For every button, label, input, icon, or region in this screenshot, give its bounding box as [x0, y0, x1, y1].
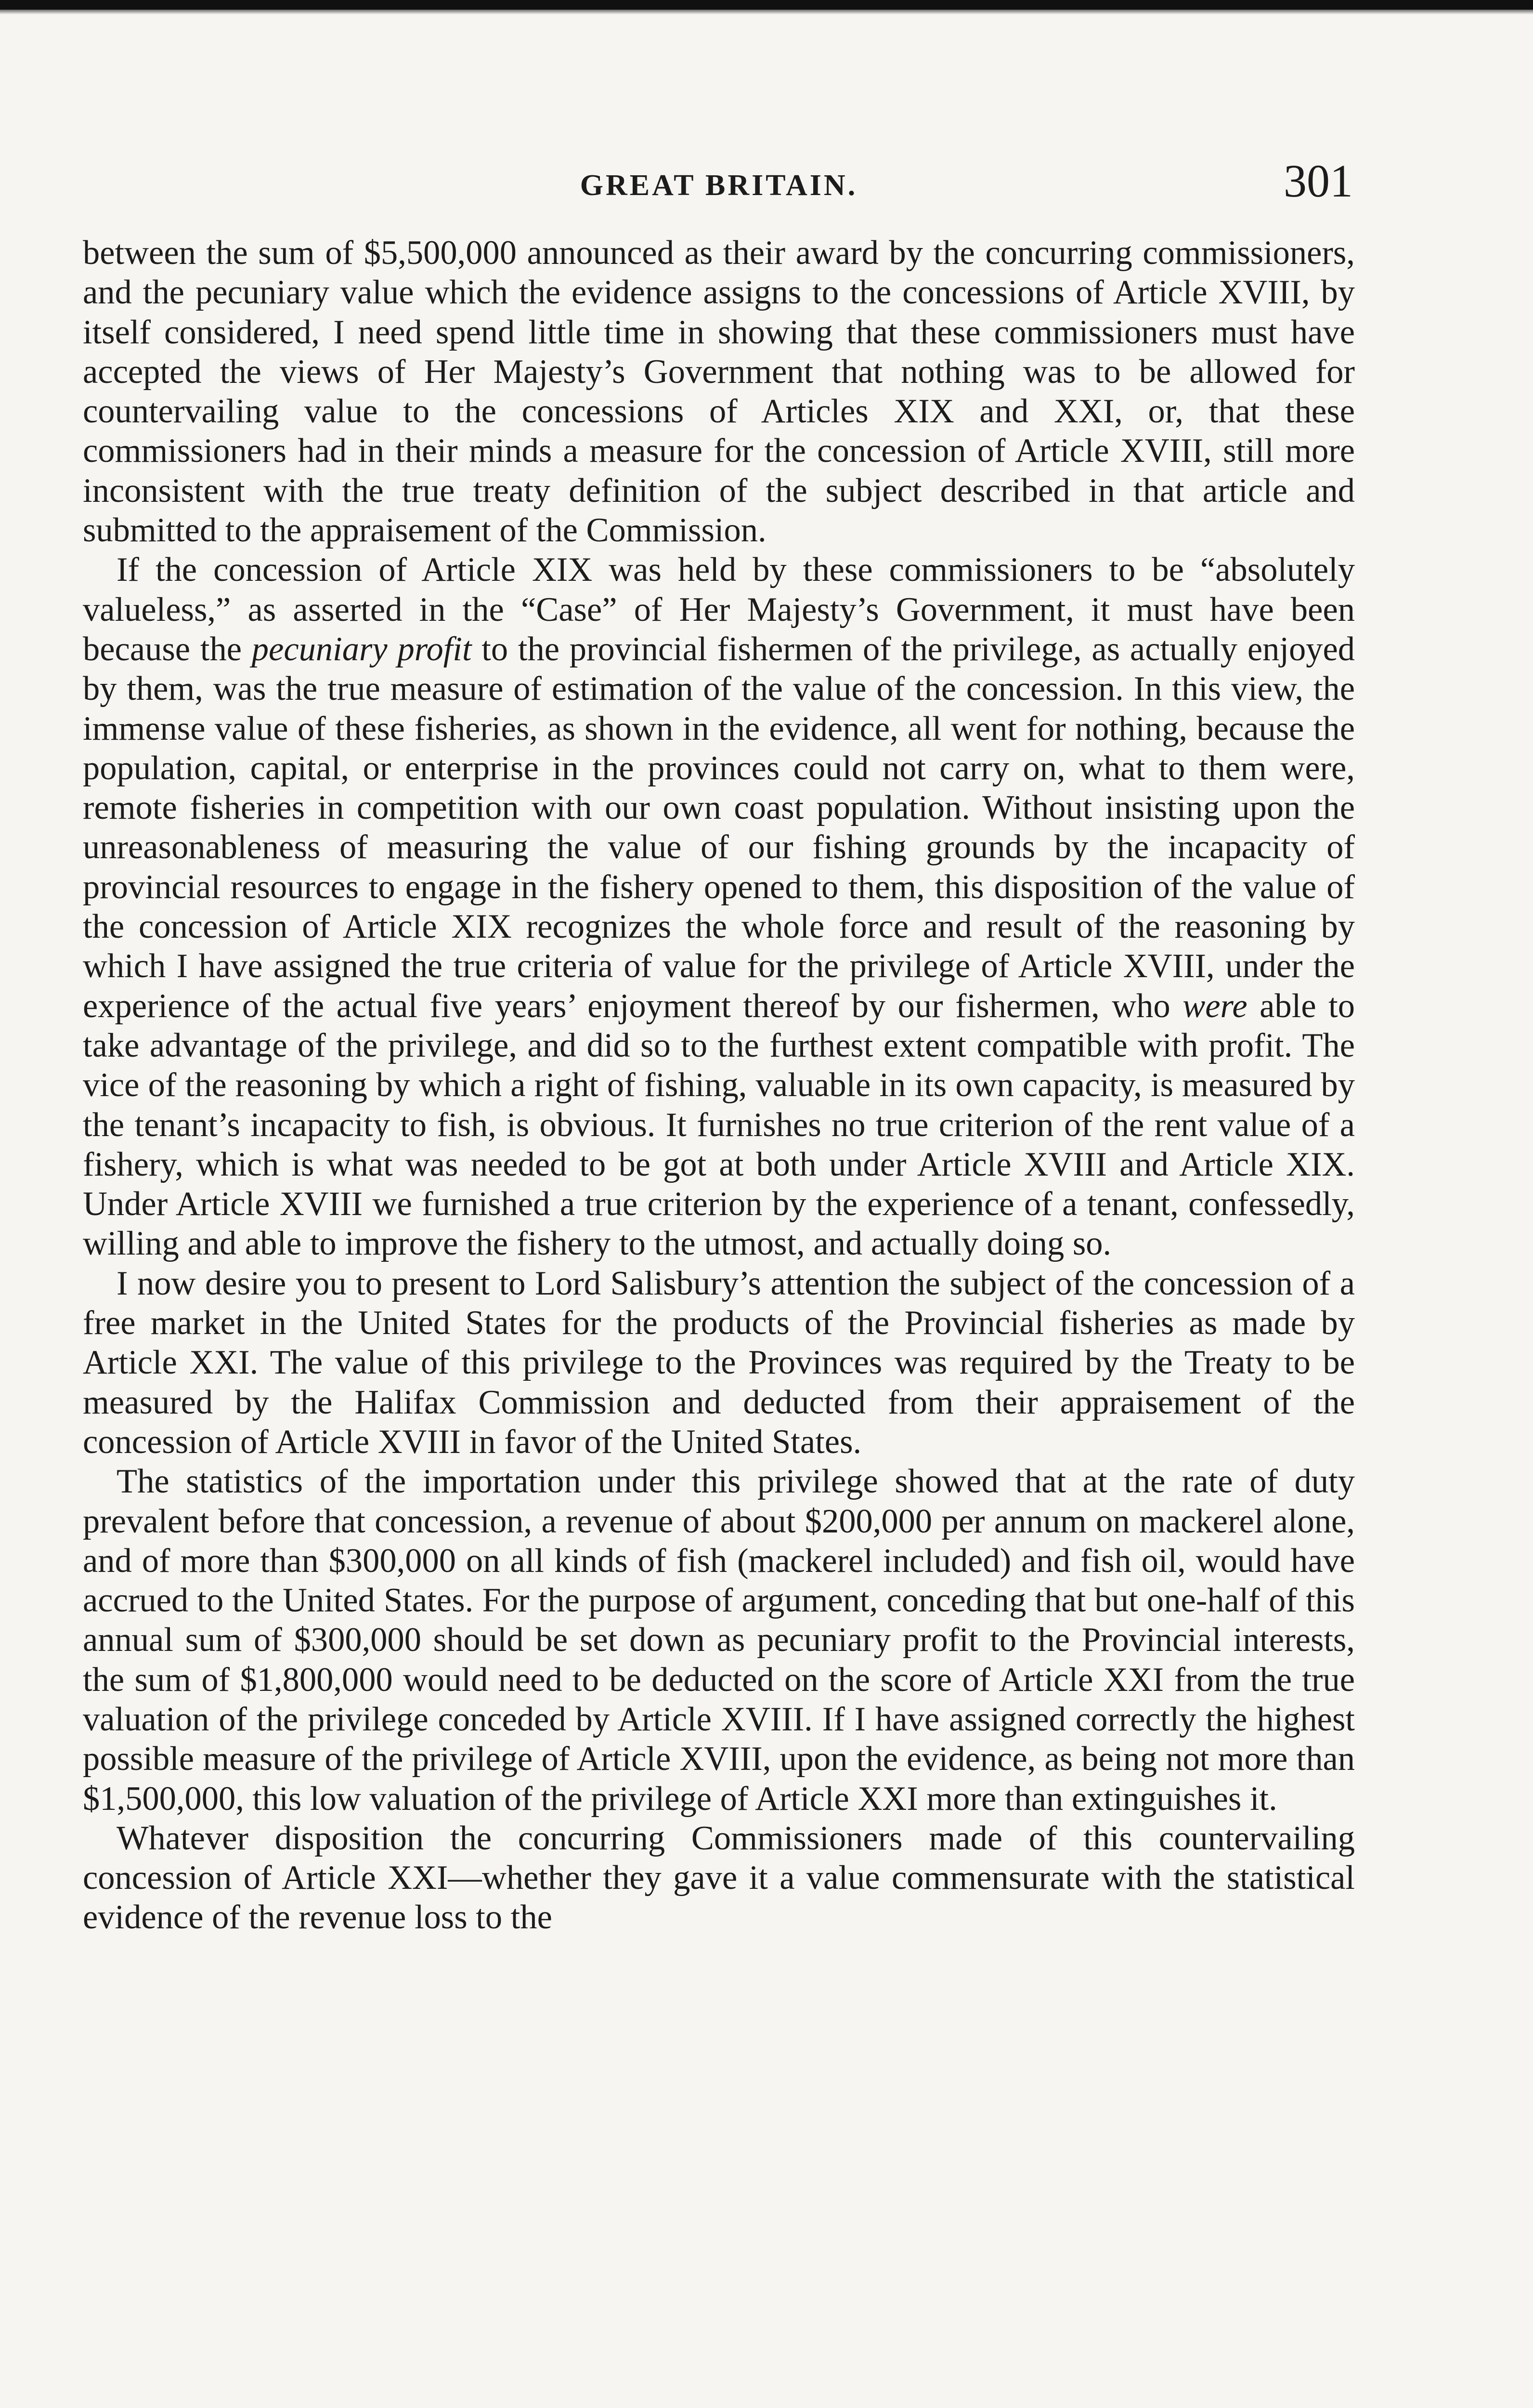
paragraph-5: Whatever disposition the concurring Commissioners made of this countervailing concession of Article XXI—whether they gave it a value commensurate with the statistical evidence of the revenue loss to the [83, 1819, 1355, 1937]
top-border-rule [0, 0, 1533, 10]
paragraph-2-emphasis-were: were [1182, 987, 1247, 1025]
paragraph-2-part-2: to the provincial fishermen of the privilege, as actually enjoyed by them, was the true measure of estimation of the value of the concession. In this view, the immense value of these fisheries, as shown in the evidence, all went for nothing, because the population, capital, or enterprise in the provinces could not carry on, what to them were, remote fisheries in competition with our own coast population. Without insisting upon the unreasonableness of measuring the value of our fishing grounds by the incapacity of provincial resources to engage in the fishery opened to them, this disposition of the value of the concession of Article XIX recognizes the whole force and result of the reasoning by which I have assigned the true criteria of value for the privilege of Article XVIII, under the experience of the actual five years’ enjoyment thereof by our fishermen, who [83, 630, 1355, 1025]
page-header [83, 155, 1355, 211]
paragraph-2 [83, 550, 1355, 1263]
paragraph-3: I now desire you to present to Lord Salisbury’s attention the subject of the concession of a free market in the United States for the products of the Provincial fisheries as made by Article XXI. The value of this privilege to the Provinces was required by the Treaty to be measured by the Halifax Commission and deducted from their appraisement of the concession of Article XVIII in favor of the United States. [83, 1264, 1355, 1461]
page-number: 301 [1284, 155, 1353, 207]
paragraph-2-part-3: able to take advantage of the privilege, and did so to the furthest extent compatible with profit. The vice of the reasoning by which a right of fishing, valuable in its own capacity, is measured by the tenant’s incapacity to fish, is obvious. It furnishes no true criterion of the rent value of a fishery, which is what was needed to be got at both under Article XVIII and Article XIX. Under Article XVIII we furnished a true criterion by the experience of a tenant, confessedly, willing and able to improve the fishery to the utmost, and actually doing so. [83, 987, 1355, 1263]
running-head: GREAT BRITAIN. [580, 169, 858, 202]
paragraph-2-emphasis-pecuniary-profit: pecuniary profit [251, 630, 472, 668]
paragraph-2-part-1: If the concession of Article XIX was held by these commissioners to be “absolutely valueless,” as asserted in the “Case” of Her Majesty’s Government, it must have been because the [83, 551, 1355, 668]
paragraph-4: The statistics of the importation under this privilege showed that at the rate of duty prevalent before that concession, a revenue of about $200,000 per annum on mackerel alone, and of more than $300,000 on all kinds of fish (mackerel included) and fish oil, would have accrued to the United States. For the purpose of argument, conceding that but one-half of this annual sum of $300,000 should be set down as pecuniary profit to the Provincial interests, the sum of $1,800,000 would need to be deducted on the score of Article XXI from the true valuation of the privilege conceded by Article XVIII. If I have assigned correctly the highest possible measure of the privilege of Article XVIII, upon the evidence, as being not more than $1,500,000, this low valuation of the privilege of Article XXI more than extinguishes it. [83, 1463, 1355, 1818]
body-text [83, 233, 1355, 1937]
top-border-shadow [0, 10, 1533, 14]
paragraph-1: between the sum of $5,500,000 announced as their award by the concurring commissioners, and the pecuniary value which the evidence assigns to the concessions of Article XVIII, by itself considered, I need spend little time in showing that these commissioners must have accepted the views of Her Majesty’s Government that nothing was to be allowed for countervailing value to the concessions of Articles XIX and XXI, or, that these commissioners had in their minds a measure for the concession of Article XVIII, still more inconsistent with the true treaty definition of the subject described in that article and submitted to the appraisement of the Commission. [83, 234, 1355, 550]
